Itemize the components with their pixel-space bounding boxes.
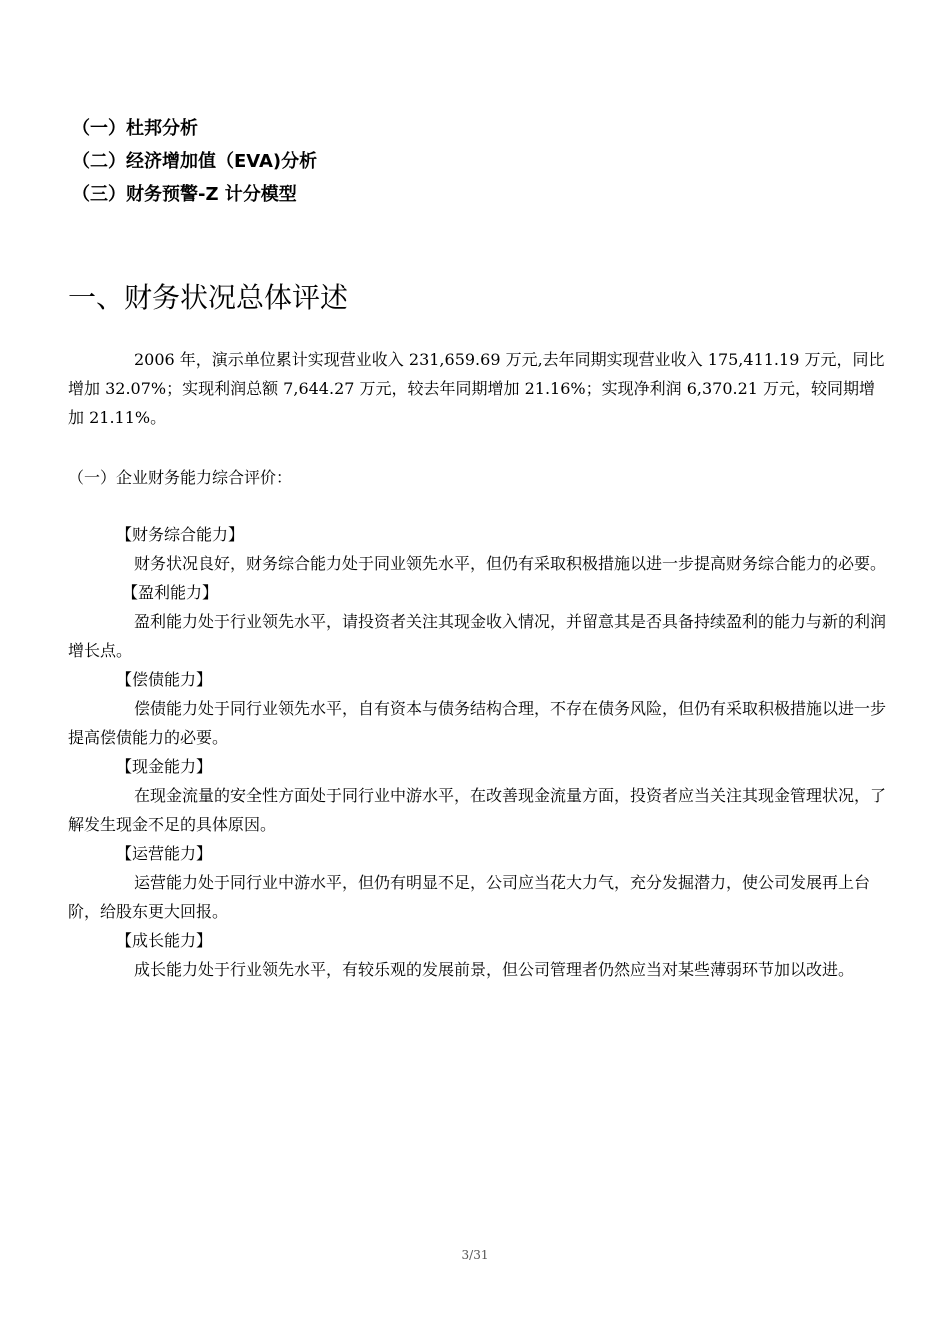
evaluation-subheading: （一）企业财务能力综合评价：	[68, 468, 293, 487]
toc-item-eva[interactable]: （二）经济增加值（EVA)分析	[72, 151, 318, 172]
toc-item-dupont[interactable]: （一）杜邦分析	[72, 118, 198, 139]
evaluation-list	[68, 520, 888, 984]
eval-text-solvency: 偿债能力处于同行业领先水平，自有资本与债务结构合理，不存在债务风险，但仍有采取积极措施以进一步提高偿债能力的必要。	[68, 699, 887, 747]
eval-text-overall: 财务状况良好，财务综合能力处于同业领先水平，但仍有采取积极措施以进一步提高财务综合能力的必要。	[134, 554, 887, 573]
toc-item-z-score[interactable]: （三）财务预警-Z 计分模型	[72, 184, 297, 205]
table-of-contents	[72, 112, 317, 211]
eval-label-operations: 【运营能力】	[116, 844, 213, 863]
eval-label-solvency: 【偿债能力】	[116, 670, 213, 689]
eval-text-operations: 运营能力处于同行业中游水平，但仍有明显不足，公司应当花大力气，充分发掘潜力，使公司发展再上台阶，给股东更大回报。	[68, 873, 871, 921]
eval-text-cash: 在现金流量的安全性方面处于同行业中游水平，在改善现金流量方面，投资者应当关注其现金管理状况，了解发生现金不足的具体原因。	[68, 786, 887, 834]
eval-label-growth: 【成长能力】	[116, 931, 213, 950]
eval-label-cash: 【现金能力】	[116, 757, 213, 776]
eval-label-overall: 【财务综合能力】	[116, 525, 245, 544]
eval-text-growth: 成长能力处于行业领先水平，有较乐观的发展前景，但公司管理者仍然应当对某些薄弱环节加以改进。	[134, 960, 855, 979]
summary-block	[68, 345, 888, 432]
eval-label-profitability: 【盈利能力】	[122, 583, 219, 602]
page-number: 3/31	[461, 1248, 489, 1262]
summary-paragraph: 2006 年，演示单位累计实现营业收入 231,659.69 万元,去年同期实现营业收入 175,411.19 万元，同比增加 32.07%；实现利润总额 7,644.27 万元，较去年同期增加 21.16%；实现净利润 6,370.21 万元，较同期增加 21.11%。	[68, 350, 885, 427]
eval-text-profitability: 盈利能力处于行业领先水平，请投资者关注其现金收入情况，并留意其是否具备持续盈利的能力与新的利润增长点。	[68, 612, 887, 660]
section-heading: 一、财务状况总体评述	[68, 281, 349, 314]
